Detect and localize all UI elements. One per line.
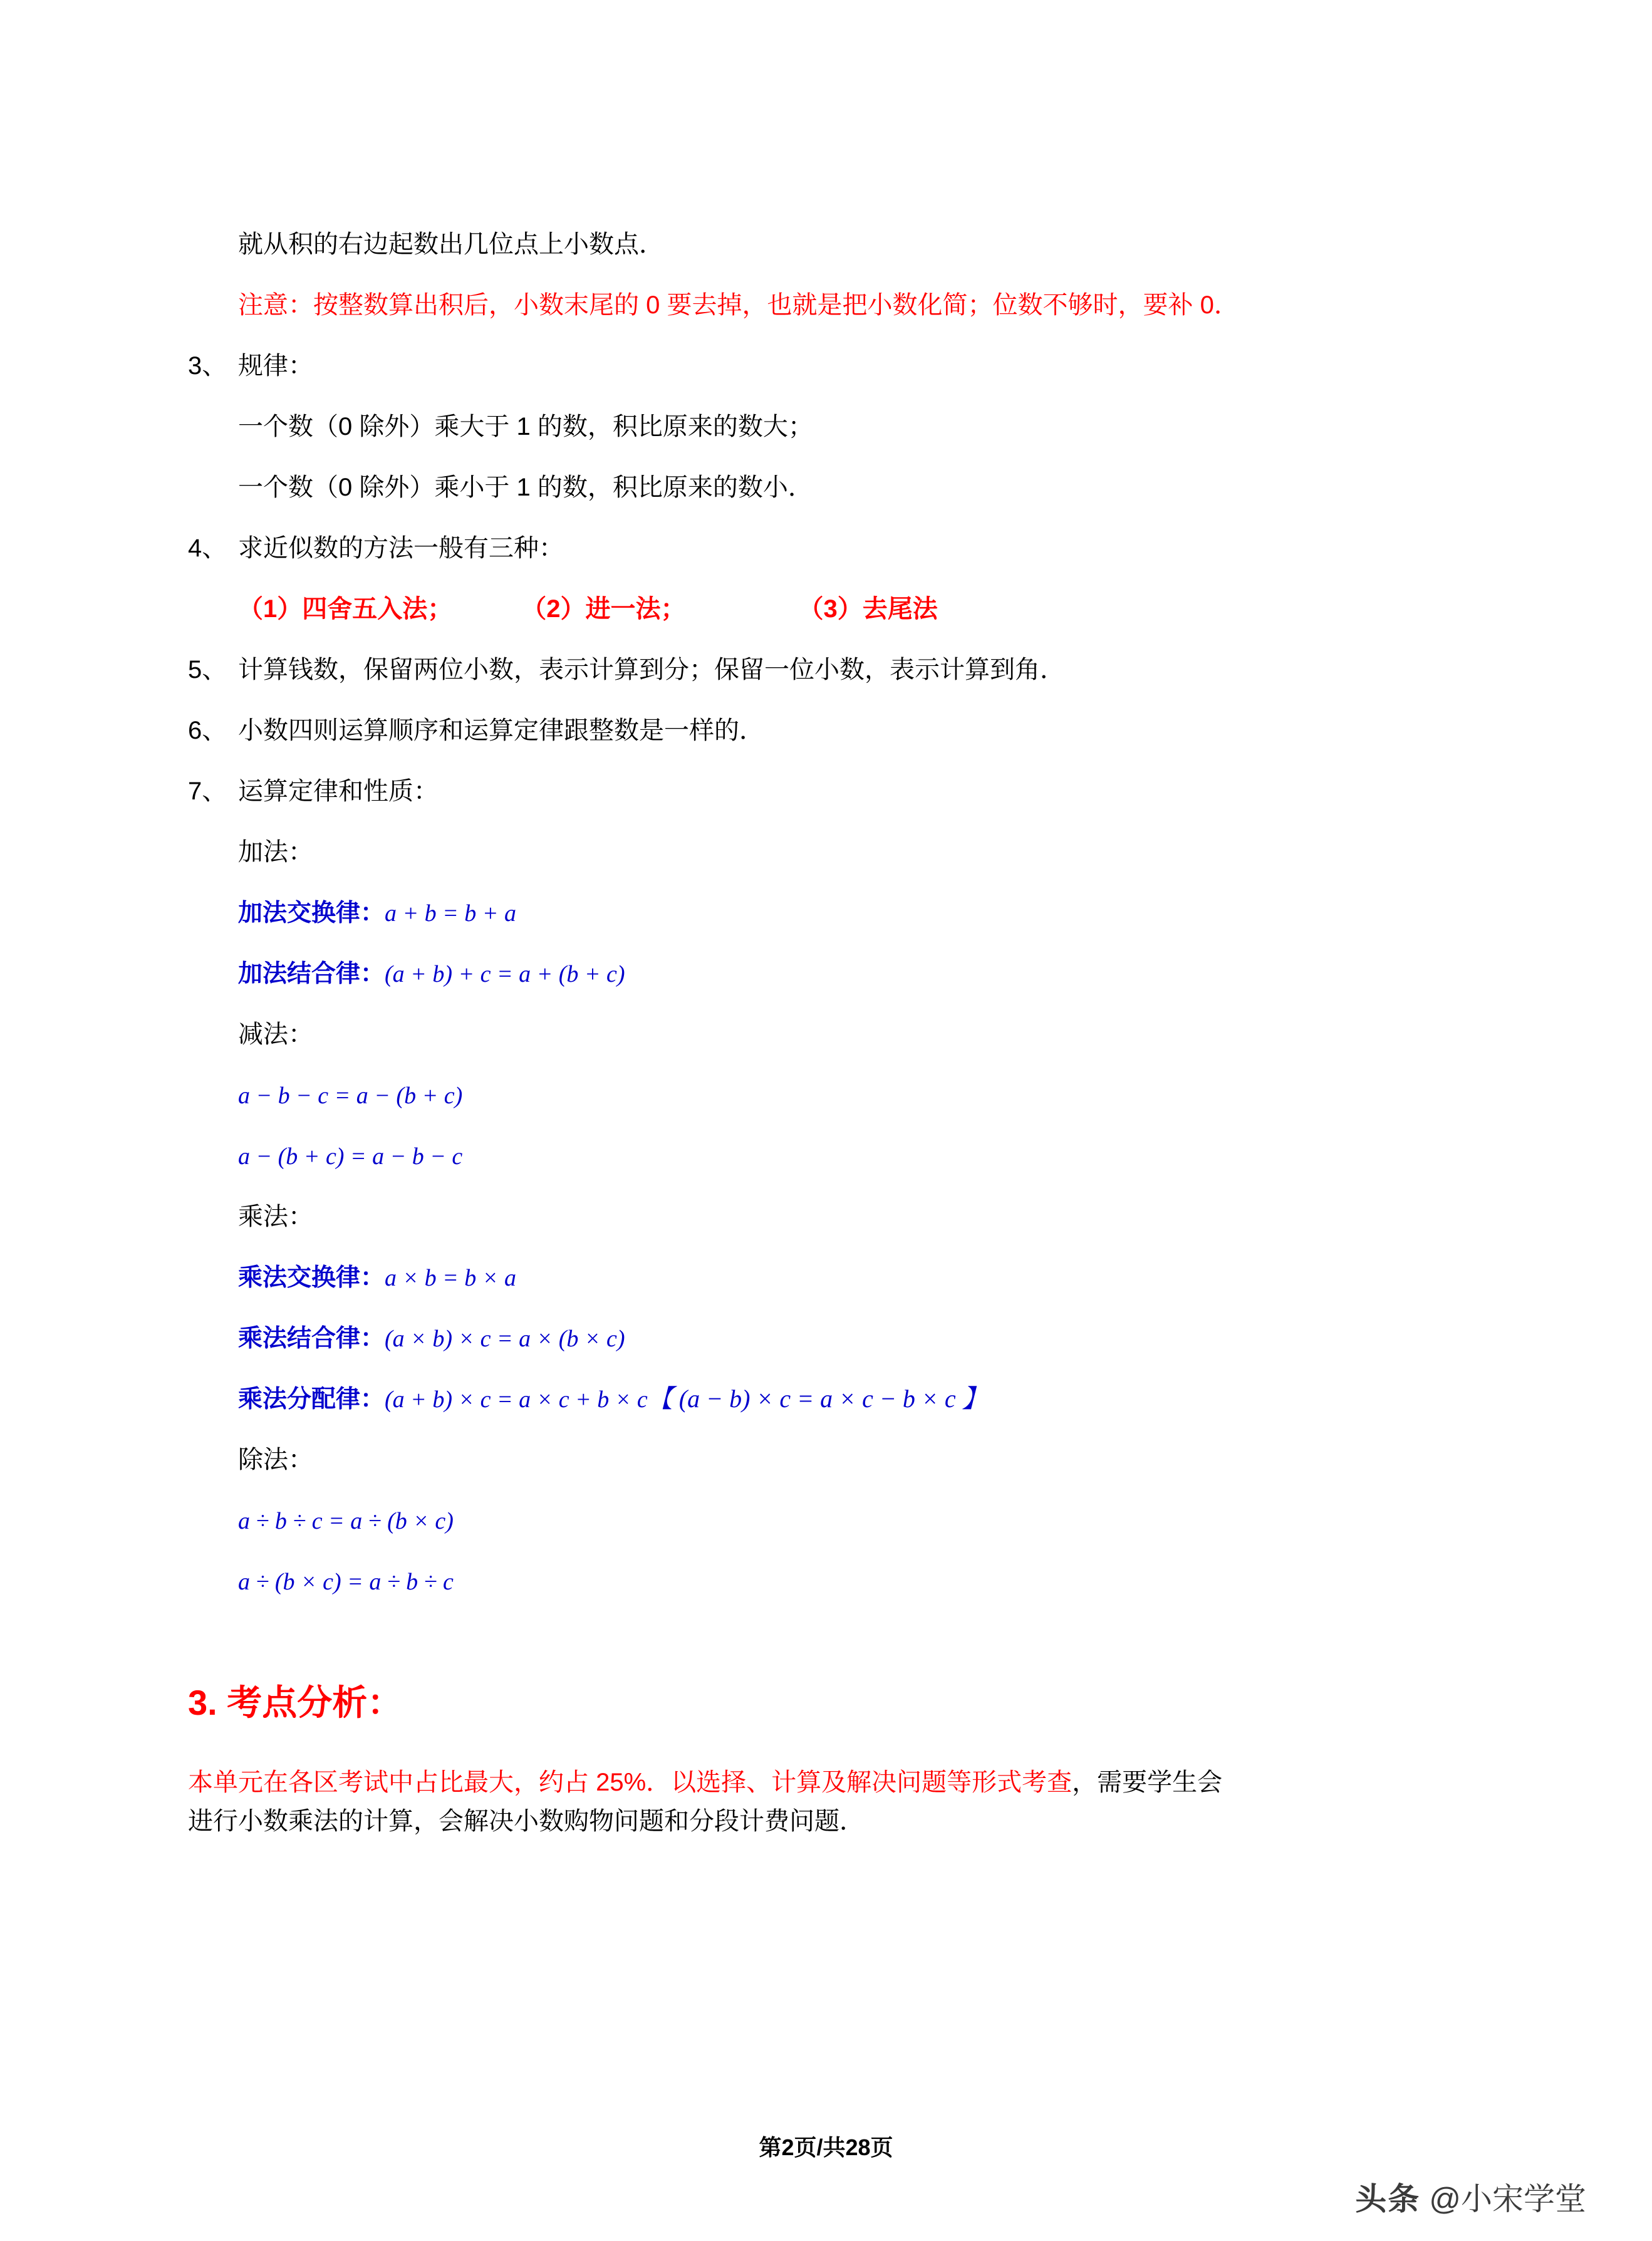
subtraction-formula-1: a − b − c = a − (b + c)	[238, 1083, 463, 1109]
addition-commutative-law	[238, 900, 1478, 925]
division-formula-2: a ÷ (b × c) = a ÷ b ÷ c	[238, 1569, 454, 1595]
exam-analysis-text-black: ，需要学生会	[1072, 1769, 1223, 1796]
list-item-4	[188, 536, 1478, 561]
list-item-4-text: 求近似数的方法一般有三种：	[238, 534, 564, 562]
text-line-continuation: 就从积的右边起数出几位点上小数点．	[238, 231, 664, 258]
list-item-7-text: 运算定律和性质：	[238, 777, 439, 805]
subtraction-property-1	[238, 1083, 1478, 1108]
watermark-logo: 头条	[1355, 2181, 1421, 2217]
approximation-methods	[238, 596, 1478, 621]
multiplication-commutative-formula: a × b = b × a	[385, 1265, 516, 1291]
multiplication-distributive-law	[238, 1386, 1478, 1412]
subtraction-heading: 减法：	[238, 1021, 313, 1048]
multiplication-distributive-extra: 【 (a − b) × c = a × c − b × c 】	[647, 1385, 987, 1413]
list-number-7: 7、	[188, 777, 227, 805]
exam-analysis-paragraph	[188, 1763, 1478, 1841]
multiplication-commutative-label: 乘法交换律：	[238, 1264, 385, 1291]
list-item-6	[188, 718, 1478, 743]
list-item-3-text: 规律：	[238, 352, 313, 380]
list-item-5	[188, 657, 1478, 682]
exam-analysis-line2: 进行小数乘法的计算，会解决小数购物问题和分段计费问题．	[188, 1807, 865, 1835]
list-item-7	[188, 779, 1478, 804]
list-item-5-text: 计算钱数，保留两位小数，表示计算到分；保留一位小数，表示计算到角．	[238, 656, 1065, 684]
division-property-1	[238, 1508, 1478, 1533]
multiplication-distributive-label: 乘法分配律：	[238, 1386, 385, 1413]
addition-commutative-formula: a + b = b + a	[385, 900, 516, 927]
watermark-author: @小宋学堂	[1429, 2181, 1586, 2217]
section-heading-exam-analysis: 3. 考点分析：	[188, 1683, 403, 1722]
rule-line-2: 一个数（0 除外）乘小于 1 的数，积比原来的数小．	[238, 474, 813, 501]
note-line: 注意：按整数算出积后，小数末尾的 0 要去掉，也就是把小数化简；位数不够时，要补 0．	[238, 291, 1239, 319]
exam-analysis-text-red: 本单元在各区考试中占比最大，约占 25%．以选择、计算及解决问题等形式考查	[188, 1769, 1073, 1796]
list-item-6-text: 小数四则运算顺序和运算定律跟整数是一样的．	[238, 717, 764, 744]
multiplication-associative-label: 乘法结合律：	[238, 1325, 385, 1352]
list-number-4: 4、	[188, 534, 227, 562]
division-formula-1: a ÷ b ÷ c = a ÷ (b × c)	[238, 1508, 454, 1534]
addition-heading: 加法：	[238, 838, 313, 866]
list-number-3: 3、	[188, 352, 227, 380]
addition-associative-law	[238, 961, 1478, 986]
list-number-6: 6、	[188, 717, 227, 744]
multiplication-commutative-law	[238, 1265, 1478, 1290]
rule-line-1: 一个数（0 除外）乘大于 1 的数，积比原来的数大；	[238, 413, 813, 440]
page-number-label: 第2页/共28页	[759, 2134, 893, 2160]
list-number-5: 5、	[188, 656, 227, 684]
multiplication-associative-law	[238, 1326, 1478, 1351]
subtraction-formula-2: a − (b + c) = a − b − c	[238, 1143, 463, 1170]
method-option-3: （3）去尾法	[798, 595, 938, 623]
multiplication-distributive-formula: (a + b) × c = a × c + b × c	[385, 1386, 648, 1413]
multiplication-heading: 乘法：	[238, 1203, 313, 1230]
method-option-1: （1）四舍五入法；	[238, 595, 453, 623]
addition-associative-label: 加法结合律：	[238, 960, 385, 987]
multiplication-associative-formula: (a × b) × c = a × (b × c)	[385, 1326, 625, 1352]
document-body	[188, 232, 1478, 1841]
page-footer	[0, 2130, 1652, 2162]
watermark	[1355, 2174, 1586, 2219]
subtraction-property-2	[238, 1143, 1478, 1168]
division-heading: 除法：	[238, 1446, 313, 1474]
addition-commutative-label: 加法交换律：	[238, 900, 385, 927]
list-item-3	[188, 353, 1478, 378]
division-property-2	[238, 1569, 1478, 1594]
addition-associative-formula: (a + b) + c = a + (b + c)	[385, 961, 625, 987]
method-option-2: （2）进一法；	[521, 595, 686, 623]
